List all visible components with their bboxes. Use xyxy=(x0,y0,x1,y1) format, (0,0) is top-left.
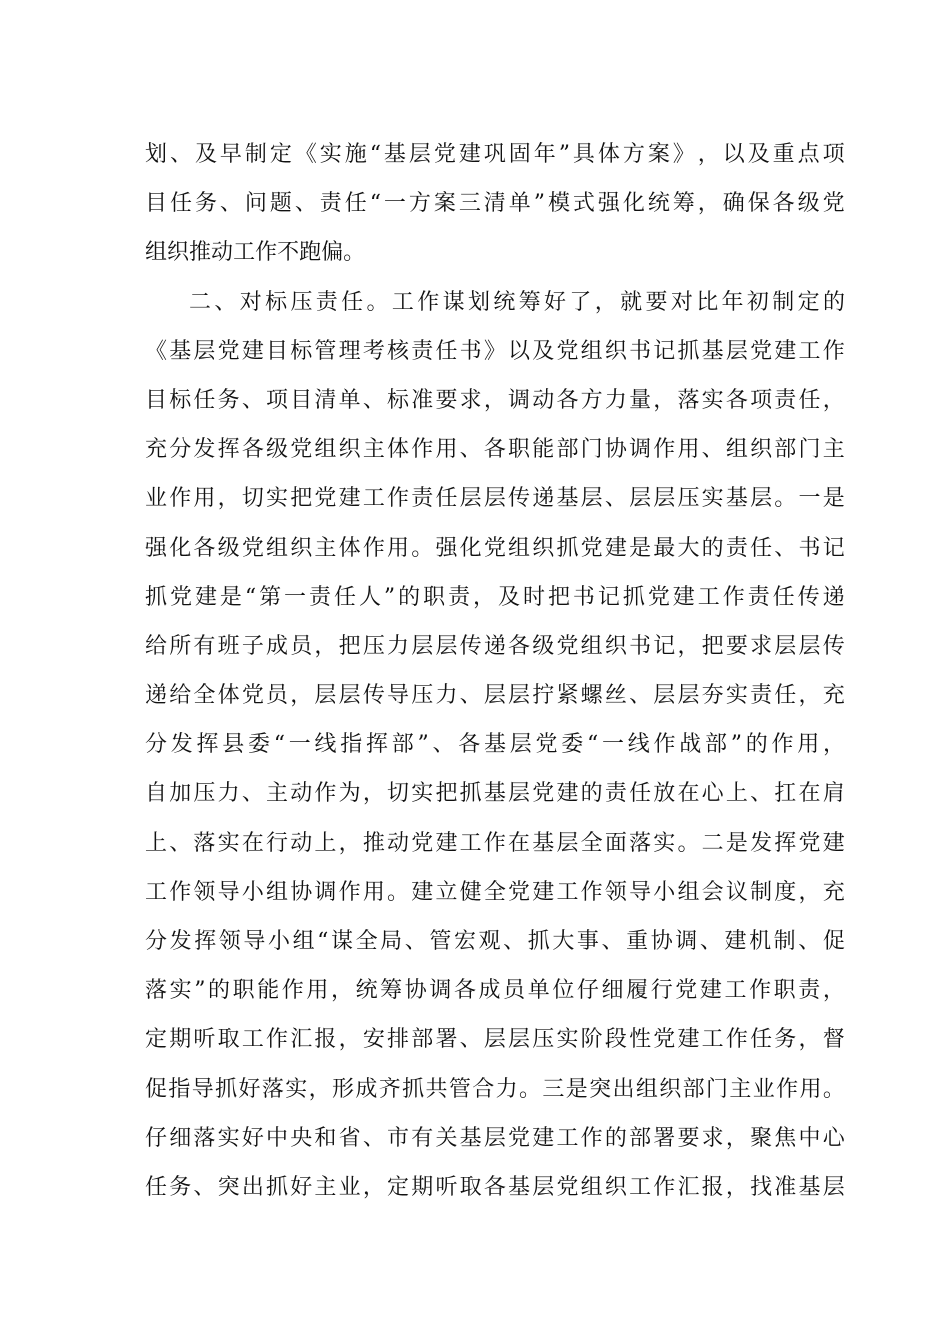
text-line: 自 加 压 力 、 主 动 作 为 ， 切 实 把 抓 基 层 党 建 的 责 任 放 在 心 上 、 扛 在 肩 xyxy=(145,781,845,807)
text-line: 划 、 及 早 制 定 《 实 施 “ 基 层 党 建 巩 固 年 ” 具 体 方 案 》 ， 以 及 重 点 项 xyxy=(145,142,845,167)
text-line: 目 标 任 务 、 项 目 清 单 、 标 准 要 求 ， 调 动 各 方 力 量 ， 落 实 各 项 责 任 ， xyxy=(145,387,845,413)
text-line: 抓 党 建 是 “ 第 一 责 任 人 ” 的 职 责 ， 及 时 把 书 记 抓 党 建 工 作 责 任 传 递 xyxy=(145,584,845,610)
text-line: 充 分 发 挥 各 级 党 组 织 主 体 作 用 、 各 职 能 部 门 协 调 作 用 、 组 织 部 门 主 xyxy=(145,437,845,463)
document-body xyxy=(145,130,845,1212)
paragraph-start-line: 二 、 对 标 压 责 任 。 工 作 谋 划 统 筹 好 了 ， 就 要 对 比 年 初 制 定 的 xyxy=(189,289,845,315)
text-line: 业 作 用 ， 切 实 把 党 建 工 作 责 任 层 层 传 递 基 层 、 层 层 压 实 基 层 。 一 是 xyxy=(145,486,845,512)
text-line: 定 期 听 取 工 作 汇 报 ， 安 排 部 署 、 层 层 压 实 阶 段 性 党 建 工 作 任 务 ， 督 xyxy=(145,1027,845,1053)
text-line: 强 化 各 级 党 组 织 主 体 作 用 。 强 化 党 组 织 抓 党 建 是 最 大 的 责 任 、 书 记 xyxy=(145,535,845,561)
text-line: 促 指 导 抓 好 落 实 ， 形 成 齐 抓 共 管 合 力 。 三 是 突 出 组 织 部 门 主 业 作 用 。 xyxy=(145,1076,845,1102)
text-line: 上 、 落 实 在 行 动 上 ， 推 动 党 建 工 作 在 基 层 全 面 落 实 。 二 是 发 挥 党 建 xyxy=(145,830,845,856)
text-line: 任 务 、 突 出 抓 好 主 业 ， 定 期 听 取 各 基 层 党 组 织 工 作 汇 报 ， 找 准 基 层 xyxy=(145,1174,845,1200)
text-line: 工 作 领 导 小 组 协 调 作 用 。 建 立 健 全 党 建 工 作 领 导 小 组 会 议 制 度 ， 充 xyxy=(145,879,845,905)
text-line: 组 织 推 动 工 作 不 跑 偏 。 xyxy=(145,240,366,266)
text-line: 《 基 层 党 建 目 标 管 理 考 核 责 任 书 》 以 及 党 组 织 书 记 抓 基 层 党 建 工 作 xyxy=(145,338,845,364)
text-line: 分 发 挥 领 导 小 组 “ 谋 全 局 、 管 宏 观 、 抓 大 事 、 重 协 调 、 建 机 制 、 促 xyxy=(145,929,845,954)
text-line: 递 给 全 体 党 员 ， 层 层 传 导 压 力 、 层 层 拧 紧 螺 丝 、 层 层 夯 实 责 任 ， 充 xyxy=(145,683,845,709)
text-line: 给 所 有 班 子 成 员 ， 把 压 力 层 层 传 递 各 级 党 组 织 书 记 ， 把 要 求 层 层 传 xyxy=(145,633,845,659)
text-line: 分 发 挥 县 委 “ 一 线 指 挥 部 ” 、 各 基 层 党 委 “ 一 线 作 战 部 ” 的 作 用 ， xyxy=(145,732,845,758)
text-line: 仔 细 落 实 好 中 央 和 省 、 市 有 关 基 层 党 建 工 作 的 部 署 要 求 ， 聚 焦 中 心 xyxy=(145,1125,845,1151)
text-line: 目 任 务 、 问 题 、 责 任 “ 一 方 案 三 清 单 ” 模 式 强 化 统 筹 ， 确 保 各 级 党 xyxy=(145,191,845,217)
text-line: 落 实 ” 的 职 能 作 用 ， 统 筹 协 调 各 成 员 单 位 仔 细 履 行 党 建 工 作 职 责 ， xyxy=(145,978,845,1004)
